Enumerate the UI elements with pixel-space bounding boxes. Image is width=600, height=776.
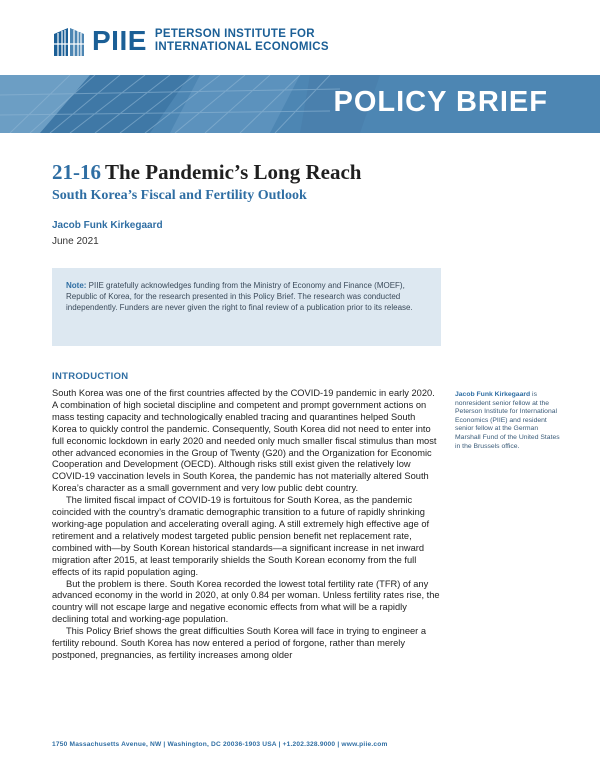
author-bio-sidebar [455,391,565,451]
logo-abbreviation: PIIE [92,25,147,56]
page-title [52,160,361,185]
page-subtitle: South Korea’s Fiscal and Fertility Outlook [52,188,307,203]
note-text: PIIE gratefully acknowledges funding from the Ministry of Economy and Finance (MOEF), Republic of Korea, for the research presented in this Policy Brief. The research was conducted independently. Funders are never given the right to final review of a publication prior to its release. [66,281,413,312]
body-text [52,388,442,662]
paragraph: The limited fiscal impact of COVID-19 is fortuitous for South Korea, as the pandemic coincided with the country’s dramatic demographic transition to a future of rapidly shrinking working-age population and accelerating overall aging. A still extremely high effective age of retirement and a relatively modest targeted public pension benefit net replacement rate, combined with—by South Korean historical standards—a significant increase in net inward migration after 2015, at least temporarily shields the South Korean economy from the full effects of its rapid population aging. [52,495,430,577]
paragraph: This Policy Brief shows the great difficulties South Korea will face in trying to engineer a fertility rebound. South Korea has now entered a period of forgone, rather than merely postponed, pregnancies, as fertility increases among older [52,626,427,660]
paragraph: But the problem is there. South Korea recorded the lowest total fertility rate (TFR) of any advanced economy in the world in 2020, at only 0.84 per woman. Unless fertility rates rise, the country will not escape large and negative economic effects from what will be a rapidly declining total and working-age population. [52,578,440,625]
sidebar-author-bio: is nonresident senior fellow at the Peterson Institute for International Economics (PIIE) and resident senior fellow at the German Marshall Fund of the United States in the Brussels office. [455,391,560,450]
author-name: Jacob Funk Kirkegaard [52,220,163,231]
banner-title: POLICY BRIEF [333,86,548,118]
brief-number: 21-16 [52,160,101,184]
logo-line-2: INTERNATIONAL ECONOMICS [154,41,329,53]
brief-title: The Pandemic’s Long Reach [105,160,362,184]
footer-contact: 1750 Massachusetts Avenue, NW | Washington, DC 20036-1903 USA | +1.202.328.9000 | www.piie.com [52,741,388,748]
note-label: Note: [66,281,87,290]
publication-date: June 2021 [52,236,99,247]
logo-line-1: PETERSON INSTITUTE FOR [154,28,315,40]
logo-institute-name [155,28,329,54]
funding-note-box [52,268,441,346]
sidebar-author-name: Jacob Funk Kirkegaard [455,391,531,398]
piie-logo[interactable] [52,24,329,58]
paragraph: South Korea was one of the first countries affected by the COVID-19 pandemic in early 2020. A combination of high societal discipline and competent and prompt government actions on mass testing capacity and technologically enabled tracing and quarantines helped South Korea to quickly control the pandemic. Consequently, South Korea did not need to enter into full economic lockdown in early 2020 and needed only much smaller fiscal stimulus than most other advanced economies in the Group of Twenty (G20) and the Organization for Economic Cooperation and Development (OECD). Although risks still exist given the relatively low COVID-19 vaccination levels in South Korea, the pandemic has not materially altered South Korea’s character as a small government and very low public debt country. [52,388,437,494]
policy-brief-banner [0,75,600,133]
piie-building-icon [52,24,86,58]
section-heading: INTRODUCTION [52,371,129,382]
